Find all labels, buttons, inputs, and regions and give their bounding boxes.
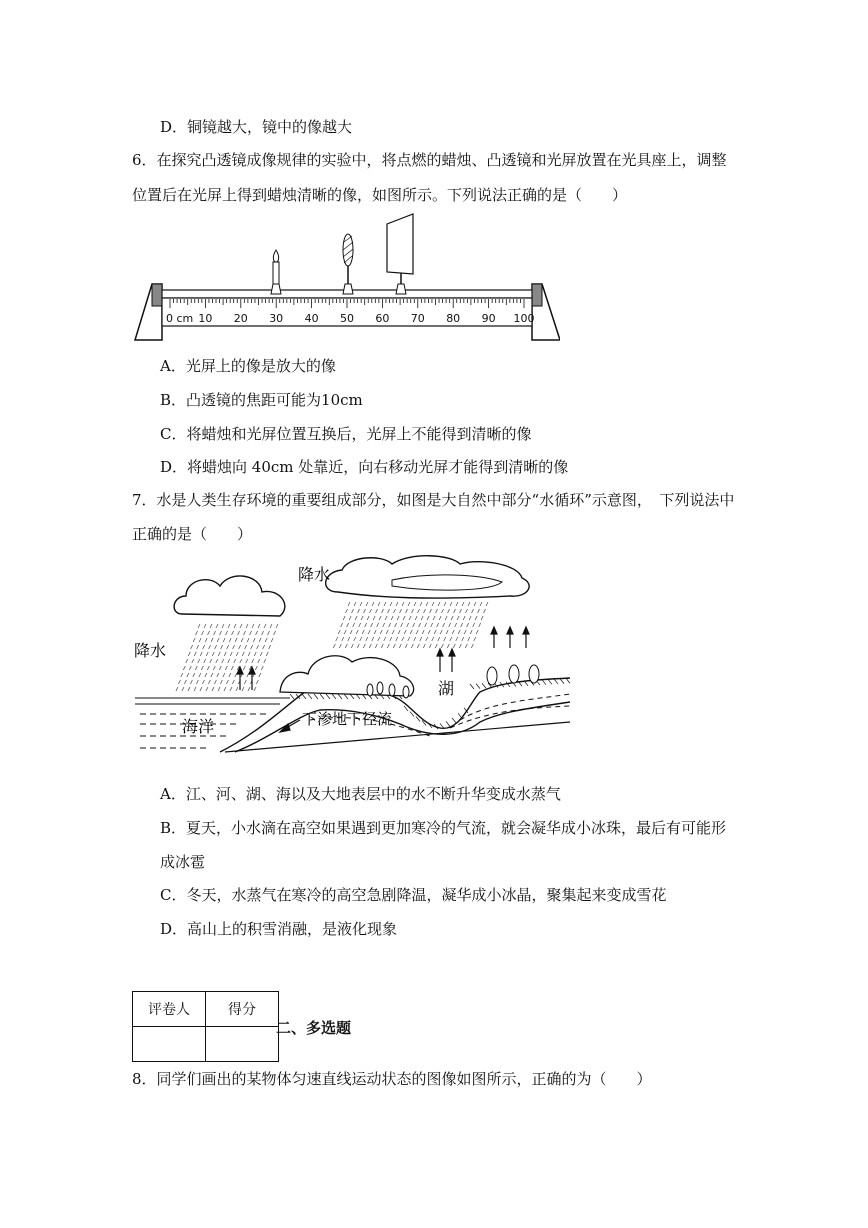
- q6-stem-line2: 位置后在光屏上得到蜡烛清晰的像，如图所示。下列说法正确的是（ ）: [132, 186, 628, 204]
- runoff-arrow: [280, 720, 300, 732]
- q6-stem-line1: 6．在探究凸透镜成像规律的实验中，将点燃的蜡烛、凸透镜和光屏放置在光具座上，调整: [132, 151, 727, 169]
- label-lake: 湖: [438, 679, 455, 698]
- score-header: 得分: [206, 992, 279, 1027]
- ruler-tick-label: 90: [481, 312, 496, 325]
- q8-stem: 8．同学们画出的某物体匀速直线运动状态的图像如图所示，正确的为（ ）: [132, 1070, 652, 1088]
- rain-left: [176, 624, 278, 691]
- reviewer-header: 评卷人: [133, 992, 206, 1027]
- q6-option-a: A．光屏上的像是放大的像: [160, 357, 336, 375]
- cloud-right: [326, 556, 529, 598]
- score-box: [132, 991, 279, 1062]
- ruler-tick-label: 40: [304, 312, 319, 325]
- ruler-tick-label: 20: [233, 312, 248, 325]
- q5-option-d: D．铜镜越大，镜中的像越大: [160, 118, 353, 136]
- label-ocean: 海洋: [182, 717, 215, 736]
- ruler-tick-label: 60: [375, 312, 390, 325]
- ruler-tick-label: 10: [198, 312, 213, 325]
- label-runoff: 下渗地下径流: [302, 710, 393, 728]
- rain-right: [333, 602, 488, 648]
- water-cycle-figure: [130, 552, 570, 767]
- convex-lens: [343, 234, 353, 294]
- section-title: 二、多选题: [276, 1019, 352, 1037]
- q6-option-d: D．将蜡烛向 40cm 处靠近，向右移动光屏才能得到清晰的像: [160, 458, 569, 476]
- ocean-surface: [135, 698, 290, 704]
- optical-bench-figure: [130, 210, 560, 345]
- q7-stem-line1: 7．水是人类生存环境的重要组成部分，如图是大自然中部分“水循环”示意图， 下列说法中: [132, 491, 735, 509]
- candle: [271, 250, 281, 294]
- q7-stem-line2: 正确的是（ ）: [132, 525, 253, 543]
- ruler-tick-label: 0 cm: [166, 312, 194, 325]
- ruler-tick-label: 80: [446, 312, 461, 325]
- ruler-tick-label: 100: [513, 312, 535, 325]
- cloud-left: [174, 576, 285, 616]
- q7-option-b-line2: 成冰雹: [160, 853, 206, 871]
- q6-option-c: C．将蜡烛和光屏位置互换后，光屏上不能得到清晰的像: [160, 425, 532, 443]
- reviewer-cell[interactable]: [133, 1027, 206, 1062]
- ruler-tick-label: 50: [340, 312, 354, 325]
- label-rain-left: 降水: [134, 641, 167, 660]
- ruler-tick-label: 30: [269, 312, 284, 325]
- label-rain-top: 降水: [298, 565, 331, 584]
- q7-option-b-line1: B．夏天，小水滴在高空如果遇到更加寒冷的气流，就会凝华成小冰珠，最后有可能形: [160, 819, 727, 837]
- light-screen: [387, 214, 413, 294]
- q7-option-a: A．江、河、湖、海以及大地表层中的水不断升华变成水蒸气: [160, 785, 561, 803]
- q6-option-b: B．凸透镜的焦距可能为10cm: [160, 391, 363, 409]
- q7-option-c: C．冬天，水蒸气在寒冷的高空急剧降温，凝华成小冰晶，聚集起来变成雪花: [160, 886, 667, 904]
- q7-option-d: D．高山上的积雪消融，是液化现象: [160, 920, 398, 938]
- ruler-tick-label: 70: [410, 312, 425, 325]
- score-cell[interactable]: [206, 1027, 279, 1062]
